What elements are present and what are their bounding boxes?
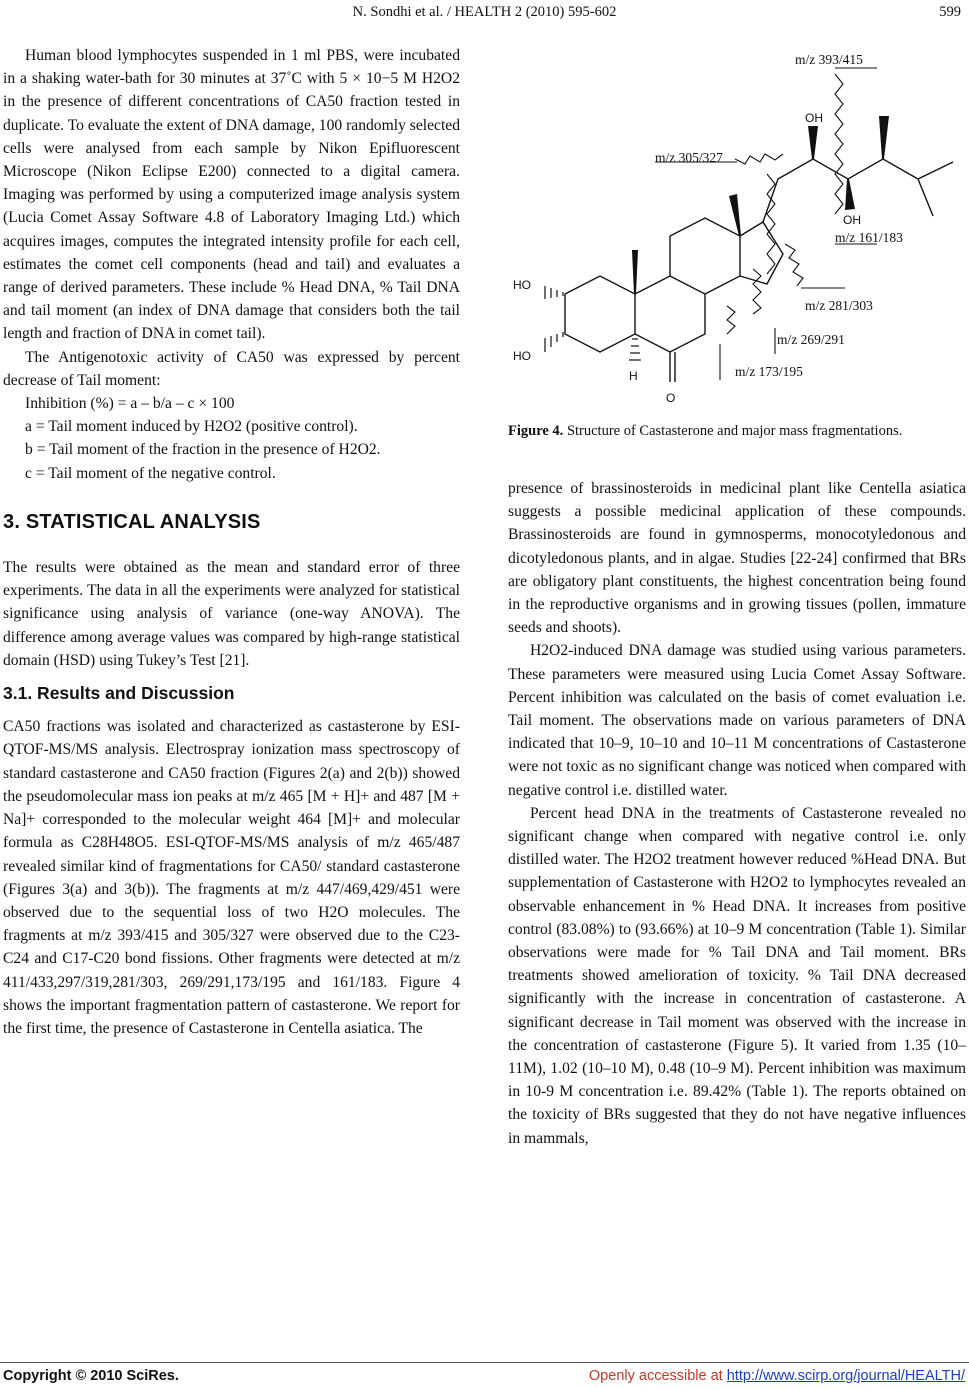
caption-label: Figure 4. <box>508 423 564 439</box>
formula: Inhibition (%) = a – b/a – c × 100 <box>25 395 235 413</box>
oh-label: OH <box>843 213 861 227</box>
caption-text: Structure of Castasterone and major mass fragmentations. <box>566 423 903 439</box>
page-header <box>0 4 969 22</box>
methyl-wedge <box>632 250 638 294</box>
fragment-label-281: m/z 281/303 <box>805 298 873 313</box>
methyl-wedge <box>729 194 741 236</box>
fragment-label-269: m/z 269/291 <box>777 332 845 347</box>
oh-wedge <box>808 126 818 159</box>
ho-label: HO <box>513 349 531 363</box>
right-column <box>508 477 966 1150</box>
castasterone-structure-diagram <box>505 44 965 414</box>
oh-wedge <box>845 179 855 210</box>
journal-link[interactable]: http://www.scirp.org/journal/HEALTH/ <box>726 1368 965 1384</box>
methyl-wedge <box>879 116 889 159</box>
paragraph: The results were obtained as the mean and standard error of three experiments. The data in all the experiments were analyzed for statistical significance using analysis of variance (one-way ANOVA). The difference among average values was compared by high-range statistical domain (HSD) using Tukey’s Test [21]. <box>3 559 460 669</box>
paragraph: Percent head DNA in the treatments of Castasterone revealed no significant change when compared with negative control i.e. only distilled water. The H2O2 treatment however reduced %Head DNA. But supplementation of Castasterone with H2O2 to lymphocytes revealed an observable enhancement in % Head DNA. It increases from positive control (83.08%) to (93.66%) at 10–9 M concentration (Table 1). Similar observations were made for % Tail DNA and Tail moment. BRs treatments showed amelioration of toxicity. % Tail DNA decreased significantly with the increase in concentration of castasterone. A significant decrease in Tail moment was observed with the increase in the concentration of castasterone (Figure 5). It varied from 1.35 (10–11M), 1.02 (10–10 M), 0.48 (10–9 M). Percent inhibition was maximum in 10-9 M concentration i.e. 89.42% (Table 1). The reports obtained on the toxicity of BRs suggested that they do not have negative influences in mammals, <box>508 804 966 1147</box>
fragment-label-305: m/z 305/327 <box>655 150 723 165</box>
definition-a: a = Tail moment induced by H2O2 (positive control). <box>25 418 358 436</box>
definition-c: c = Tail moment of the negative control. <box>25 464 276 482</box>
page-footer <box>0 1368 969 1388</box>
copyright: Copyright © 2010 SciRes. <box>3 1368 179 1384</box>
fragment-label-161: m/z 161/183 <box>835 230 903 245</box>
paragraph: H2O2-induced DNA damage was studied using various parameters. These parameters were measured using Lucia Comet Assay Software. Percent inhibition was calculated on the basis of comet evaluation i.e. Tail moment. The observations made on various parameters of DNA indicated that 10–9, 10–10 and 10–11 M concentrations of Castasterone were not toxic as no significant change was noticed when compared with negative control i.e. distilled water. <box>508 642 966 799</box>
figure-4-structure <box>505 44 965 414</box>
paragraph: Human blood lymphocytes suspended in 1 ml PBS, were incubated in a shaking water-bath for 30 minutes at 37˚C with 5 × 10−5 M H2O2 in the presence of different concentrations of CA50 fraction tested in duplicate. To evaluate the extent of DNA damage, 100 randomly selected cells were analysed from each sample by Nikon Epifluorescent Microscope (Nikon Eclipse E200) connected to a digital camera. Imaging was performed by using a computerized image analysis system (Lucia Comet Assay Software 4.8 of Laboratory Imaging Ltd.) which acquires images, computes the integrated intensity profile for each cell, estimates the comet cell components (head and tail) and evaluates a range of derived parameters. These include % Head DNA, % Tail DNA and tail moment (an index of DNA damage that considers both the tail length and fraction of DNA in comet tail). <box>3 47 460 343</box>
fragment-label-393: m/z 393/415 <box>795 52 863 67</box>
ho-label: HO <box>513 278 531 292</box>
figure-caption <box>508 420 966 443</box>
running-citation: N. Sondhi et al. / HEALTH 2 (2010) 595-602 <box>352 4 617 20</box>
left-column <box>3 44 460 1040</box>
paragraph: The Antigenotoxic activity of CA50 was expressed by percent decrease of Tail moment: <box>3 348 460 389</box>
paragraph: CA50 fractions was isolated and characterized as castasterone by ESI-QTOF-MS/MS analysis. Electrospray ionization mass spectroscopy of standard castasterone and CA50 fraction (Figures 2(a) and 2(b)) showed the pseudomolecular mass ion peaks at m/z 465 [M + H]+ and 487 [M + Na]+ corresponded to the molecular weight 464 [M]+ and molecular formula as C28H48O5. ESI-QTOF-MS/MS analysis of m/z 465/487 revealed similar kind of fragmentations for CA50/ standard castasterone (Figures 3(a) and 3(b)). The fragments at m/z 447/469,429/451 were observed due to the sequential loss of two H2O molecules. The fragments at m/z 393/415 and 305/327 were observed due to the C23-C24 and C17-C20 bond fissions. Other fragments were detected at m/z 411/433,297/319,281/303, 269/291,173/195 and 161/183. Figure 4 shows the important fragmentation pattern of castasterone. We report for the first time, the presence of Castasterone in Centella asiatica. The <box>3 718 460 1037</box>
fragment-label-173: m/z 173/195 <box>735 364 803 379</box>
paragraph: presence of brassinosteroids in medicinal plant like Centella asiatica suggests a possible medicinal application of these compounds. Brassinosteroids are found in gymnosperms, monocotyledonous and dicotyledonous plants, and in algae. Studies [22-24] confirmed that BRs are obligatory plant constituents, the highest concentration being found in the reproductive organisms and in growing tissues (pollen, immature seeds and shoots). <box>508 480 966 637</box>
access-text: Openly accessible at <box>588 1368 723 1384</box>
oh-label: OH <box>805 111 823 125</box>
definition-b: b = Tail moment of the fraction in the presence of H2O2. <box>25 441 381 459</box>
footer-rule <box>0 1362 969 1363</box>
access-note <box>589 1368 965 1384</box>
page-number: 599 <box>939 4 961 20</box>
o-label: O <box>666 391 676 405</box>
section-heading: 3. STATISTICAL ANALYSIS <box>3 510 261 533</box>
h-label: H <box>629 369 638 383</box>
subsection-heading: 3.1. Results and Discussion <box>3 683 235 704</box>
